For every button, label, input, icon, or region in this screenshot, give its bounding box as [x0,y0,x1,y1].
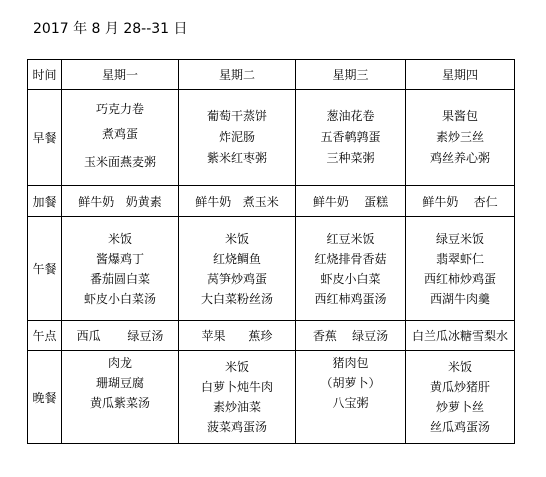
menu-item: 米饭 [447,360,472,374]
weekly-menu-table [27,59,515,444]
menu-item: 大白菜粉丝汤 [200,291,273,306]
menu-item: 菠菜鸡蛋汤 [206,420,267,434]
menu-item: 炒萝卜丝 [435,400,484,414]
header-time: 时间 [28,60,62,90]
menu-item: 三种菜粥 [326,151,375,165]
menu-item: 西湖牛肉羹 [429,291,490,306]
row-afternoon-snack [28,321,515,351]
dinner-monday [62,351,179,444]
menu-item: 炸泥肠 [218,130,255,144]
meal-label-snack: 加餐 [28,186,62,217]
dinner-wednesday [296,351,406,444]
menu-item: 米饭 [224,360,249,374]
menu-item: 煮鸡蛋 [101,127,138,141]
menu-item: 香蕉 绿豆汤 [312,329,389,343]
menu-item: 苹果 蕉珍 [201,329,273,343]
menu-item: 葡萄干蒸饼 [206,109,267,123]
menu-item: 米饭 [107,231,132,246]
menu-item: 虾皮小白菜汤 [83,291,156,306]
snack-wednesday [296,186,406,217]
header-thursday: 星期四 [406,60,515,90]
menu-item: 莴笋炒鸡蛋 [206,271,267,286]
menu-item: 紫米红枣粥 [206,151,267,165]
dinner-thursday [406,351,515,444]
menu-item: （胡萝卜） [320,376,381,390]
menu-item: 素炒三丝 [435,130,484,144]
menu-item: 鲜牛奶 蛋糕 [312,194,389,209]
snack-tuesday [179,186,296,217]
menu-item: 丝瓜鸡蛋汤 [429,420,490,434]
menu-item: 红豆米饭 [326,231,375,246]
lunch-wednesday [296,217,406,321]
menu-item: 黄瓜紫菜汤 [89,396,150,410]
lunch-thursday [406,217,515,321]
header-row [28,60,515,90]
row-lunch [28,217,515,321]
snack-thursday [406,186,515,217]
header-wednesday: 星期三 [296,60,406,90]
row-snack [28,186,515,217]
menu-item: 西瓜 绿豆汤 [76,329,164,343]
afternoon-snack-wednesday [296,321,406,351]
menu-item: 米饭 [224,231,249,246]
header-monday: 星期一 [62,60,179,90]
lunch-monday [62,217,179,321]
row-breakfast [28,90,515,186]
menu-item: 西红柿炒鸡蛋 [423,271,496,286]
menu-item: 红烧鲷鱼 [212,251,261,266]
menu-item: 鸡丝养心粥 [429,151,490,165]
breakfast-monday [62,90,179,186]
page-title: 2017 年 8 月 28--31 日 [33,21,188,37]
meal-label-lunch: 午餐 [28,217,62,321]
header-tuesday: 星期二 [179,60,296,90]
afternoon-snack-tuesday [179,321,296,351]
afternoon-snack-thursday [406,321,515,351]
meal-label-dinner: 晚餐 [28,351,62,444]
menu-item: 果酱包 [441,109,478,123]
menu-item: 鲜牛奶 杏仁 [422,194,498,209]
menu-item: 珊瑚豆腐 [95,376,144,390]
meal-label-afternoon-snack: 午点 [28,321,62,351]
menu-item: 绿豆米饭 [435,231,484,246]
menu-item: 葱油花卷 [326,109,375,123]
menu-item: 素炒油菜 [212,400,261,414]
menu-item: 肉龙 [107,356,132,370]
row-dinner [28,351,515,444]
menu-item: 西红柿鸡蛋汤 [314,291,387,306]
menu-item: 鲜牛奶 煮玉米 [195,194,279,209]
menu-item: 鲜牛奶 奶黄素 [78,194,162,209]
meal-label-breakfast: 早餐 [28,90,62,186]
menu-item: 酱爆鸡丁 [95,251,144,266]
menu-item: 白萝卜炖牛肉 [200,380,273,394]
menu-item: 虾皮小白菜 [320,271,381,286]
lunch-tuesday [179,217,296,321]
menu-item: 巧克力卷 [95,102,144,116]
breakfast-wednesday [296,90,406,186]
menu-item: 猪肉包 [332,356,369,370]
menu-item: 八宝粥 [332,396,369,410]
dinner-tuesday [179,351,296,444]
snack-monday [62,186,179,217]
afternoon-snack-monday [62,321,179,351]
breakfast-tuesday [179,90,296,186]
breakfast-thursday [406,90,515,186]
menu-item: 玉米面燕麦粥 [83,155,156,169]
menu-item: 黄瓜炒猪肝 [429,380,490,394]
menu-item: 红烧排骨香菇 [314,251,387,266]
menu-item: 番茄圆白菜 [89,271,150,286]
menu-item: 五香鹌鹑蛋 [320,130,381,144]
menu-item: 翡翠虾仁 [435,251,484,266]
menu-item: 白兰瓜冰糖雪梨水 [411,329,508,343]
